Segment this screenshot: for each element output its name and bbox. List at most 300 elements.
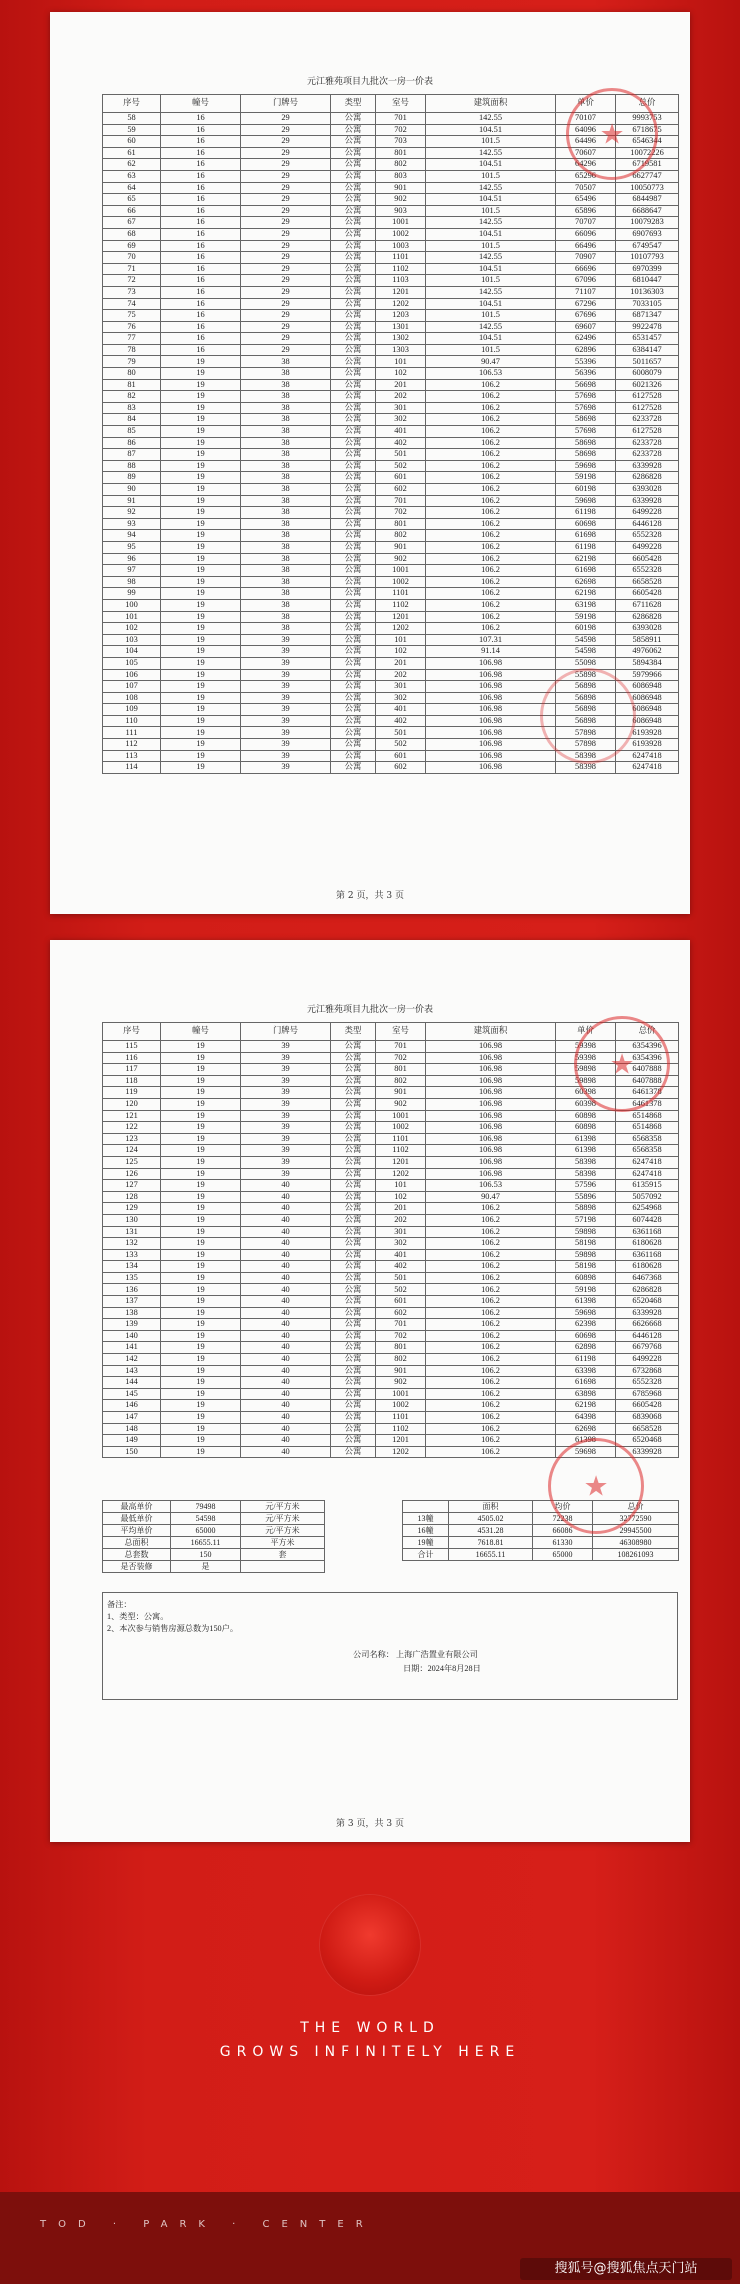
table-cell: 39 — [241, 762, 331, 774]
table-row — [103, 1191, 679, 1203]
table-cell: 6839068 — [616, 1412, 679, 1424]
table-cell: 601 — [376, 472, 426, 484]
table-cell: 74 — [103, 298, 161, 310]
table-cell: 5011657 — [616, 356, 679, 368]
table-cell: 106.2 — [426, 437, 556, 449]
table-cell: 145 — [103, 1388, 161, 1400]
table-cell: 84 — [103, 414, 161, 426]
table-row — [103, 623, 679, 635]
table-cell: 61398 — [556, 1145, 616, 1157]
table-cell: 113 — [103, 750, 161, 762]
table-cell: 公寓 — [331, 1284, 376, 1296]
table-cell: 16 — [161, 344, 241, 356]
remarks-box — [102, 1592, 678, 1700]
table-cell: 公寓 — [331, 530, 376, 542]
table-cell: 106.98 — [426, 727, 556, 739]
column-header: 门牌号 — [241, 1023, 331, 1041]
table-cell: 6810447 — [616, 275, 679, 287]
table-cell: 55396 — [556, 356, 616, 368]
table-cell: 19 — [161, 541, 241, 553]
table-cell: 101.5 — [426, 310, 556, 322]
table-cell: 136 — [103, 1284, 161, 1296]
table-cell: 公寓 — [331, 449, 376, 461]
table-cell: 19 — [161, 599, 241, 611]
table-cell: 803 — [376, 170, 426, 182]
table-cell: 38 — [241, 426, 331, 438]
table-cell: 29 — [241, 310, 331, 322]
table-row — [103, 681, 679, 693]
table-cell: 1101 — [376, 1133, 426, 1145]
table-cell: 56898 — [556, 715, 616, 727]
table-cell: 1102 — [376, 1145, 426, 1157]
table-cell: 106.2 — [426, 414, 556, 426]
table-cell: 106.2 — [426, 1354, 556, 1366]
table-cell: 106.2 — [426, 1377, 556, 1389]
table-cell: 公寓 — [331, 762, 376, 774]
table-cell: 公寓 — [331, 588, 376, 600]
summary-cell: 7618.81 — [449, 1537, 533, 1549]
table-cell: 6393028 — [616, 484, 679, 496]
summary-cell: 总价 — [593, 1501, 679, 1513]
table-cell: 85 — [103, 426, 161, 438]
table-cell: 16 — [161, 263, 241, 275]
table-cell: 99 — [103, 588, 161, 600]
table-row — [103, 518, 679, 530]
table-cell: 19 — [161, 646, 241, 658]
company-seal-stamp: ★ — [548, 1438, 644, 1534]
table-cell: 40 — [241, 1249, 331, 1261]
table-cell: 19 — [161, 1191, 241, 1203]
table-cell: 58398 — [556, 1168, 616, 1180]
table-row — [103, 344, 679, 356]
table-cell: 公寓 — [331, 1446, 376, 1458]
table-cell: 57898 — [556, 739, 616, 751]
table-row — [103, 484, 679, 496]
table-cell: 公寓 — [331, 576, 376, 588]
table-cell: 106.2 — [426, 1226, 556, 1238]
summary-cell: 108261093 — [593, 1549, 679, 1561]
table-cell: 公寓 — [331, 646, 376, 658]
table-cell: 40 — [241, 1412, 331, 1424]
table-cell: 301 — [376, 1226, 426, 1238]
table-cell: 402 — [376, 715, 426, 727]
table-cell: 公寓 — [331, 1122, 376, 1134]
table-cell: 公寓 — [331, 391, 376, 403]
table-cell: 公寓 — [331, 426, 376, 438]
table-cell: 6552328 — [616, 565, 679, 577]
table-row — [103, 333, 679, 345]
table-cell: 6247418 — [616, 1168, 679, 1180]
table-row — [103, 1203, 679, 1215]
table-cell: 62698 — [556, 1423, 616, 1435]
table-row — [103, 298, 679, 310]
table-cell: 67696 — [556, 310, 616, 322]
table-cell: 401 — [376, 704, 426, 716]
sign-date: 日期：2024年8月28日 — [403, 1664, 481, 1673]
table-cell: 19 — [161, 1354, 241, 1366]
table-cell: 901 — [376, 1365, 426, 1377]
table-cell: 6127528 — [616, 402, 679, 414]
table-cell: 39 — [241, 704, 331, 716]
table-row — [103, 646, 679, 658]
table-cell: 6514868 — [616, 1122, 679, 1134]
summary-row — [103, 1561, 325, 1573]
table-cell: 72 — [103, 275, 161, 287]
table-row — [103, 379, 679, 391]
table-cell: 6074428 — [616, 1214, 679, 1226]
table-cell: 150 — [103, 1446, 161, 1458]
table-cell: 54598 — [556, 634, 616, 646]
company-seal-stamp: ★ — [574, 1016, 670, 1112]
table-cell: 公寓 — [331, 507, 376, 519]
table-cell: 公寓 — [331, 333, 376, 345]
summary-row — [403, 1537, 679, 1549]
table-cell: 6233728 — [616, 437, 679, 449]
table-cell: 6626668 — [616, 1319, 679, 1331]
table-cell: 16 — [161, 147, 241, 159]
table-cell: 902 — [376, 1098, 426, 1110]
table-cell: 1201 — [376, 286, 426, 298]
table-cell: 57596 — [556, 1180, 616, 1192]
summary-cell: 4505.02 — [449, 1513, 533, 1525]
table-cell: 106.2 — [426, 1388, 556, 1400]
table-cell: 79 — [103, 356, 161, 368]
table-cell: 38 — [241, 449, 331, 461]
table-cell: 601 — [376, 1296, 426, 1308]
table-cell: 6627747 — [616, 170, 679, 182]
table-cell: 16 — [161, 240, 241, 252]
table-cell: 101.5 — [426, 205, 556, 217]
table-cell: 106.98 — [426, 715, 556, 727]
summary-cell: 平均单价 — [103, 1525, 171, 1537]
table-cell: 106.98 — [426, 1064, 556, 1076]
table-cell: 19 — [161, 1388, 241, 1400]
table-cell: 16 — [161, 310, 241, 322]
table-row — [103, 310, 679, 322]
table-cell: 6605428 — [616, 588, 679, 600]
table-cell: 公寓 — [331, 414, 376, 426]
table-cell: 19 — [161, 704, 241, 716]
table-cell: 6127528 — [616, 391, 679, 403]
table-cell: 6520468 — [616, 1296, 679, 1308]
table-cell: 1201 — [376, 1435, 426, 1447]
summary-cell: 元/平方米 — [241, 1513, 325, 1525]
table-cell: 1002 — [376, 1122, 426, 1134]
table-cell: 302 — [376, 1238, 426, 1250]
table-row — [103, 657, 679, 669]
table-row — [103, 739, 679, 751]
table-cell: 63898 — [556, 1388, 616, 1400]
table-cell: 58398 — [556, 750, 616, 762]
table-cell: 29 — [241, 205, 331, 217]
summary-cell: 平方米 — [241, 1537, 325, 1549]
table-cell: 19 — [161, 426, 241, 438]
table-cell: 1001 — [376, 1110, 426, 1122]
table-cell: 6719581 — [616, 159, 679, 171]
table-cell: 5894384 — [616, 657, 679, 669]
decorative-sun-circle — [320, 1895, 420, 1995]
table-cell: 6732868 — [616, 1365, 679, 1377]
table-cell: 6339928 — [616, 495, 679, 507]
summary-cell: 均价 — [533, 1501, 593, 1513]
table-cell: 16 — [161, 113, 241, 125]
table-cell: 公寓 — [331, 1261, 376, 1273]
table-cell: 公寓 — [331, 599, 376, 611]
table-cell: 106.98 — [426, 1052, 556, 1064]
table-cell: 19 — [161, 1319, 241, 1331]
table-cell: 63198 — [556, 599, 616, 611]
table-cell: 公寓 — [331, 1087, 376, 1099]
table-cell: 1001 — [376, 1388, 426, 1400]
table-cell: 106.98 — [426, 1133, 556, 1145]
table-row — [103, 1296, 679, 1308]
table-cell: 55898 — [556, 669, 616, 681]
table-cell: 59398 — [556, 1052, 616, 1064]
table-cell: 6446128 — [616, 518, 679, 530]
table-cell: 40 — [241, 1330, 331, 1342]
table-cell: 38 — [241, 495, 331, 507]
table-cell: 6393028 — [616, 623, 679, 635]
table-cell: 公寓 — [331, 402, 376, 414]
table-cell: 123 — [103, 1133, 161, 1145]
table-cell: 81 — [103, 379, 161, 391]
table-cell: 70 — [103, 252, 161, 264]
table-cell: 6871347 — [616, 310, 679, 322]
table-cell: 公寓 — [331, 715, 376, 727]
table-cell: 1202 — [376, 623, 426, 635]
table-cell: 1202 — [376, 1446, 426, 1458]
table-cell: 16 — [161, 124, 241, 136]
table-row — [103, 1319, 679, 1331]
table-cell: 公寓 — [331, 1365, 376, 1377]
table-cell: 公寓 — [331, 194, 376, 206]
table-cell: 139 — [103, 1319, 161, 1331]
table-cell: 10079283 — [616, 217, 679, 229]
table-cell: 106.2 — [426, 449, 556, 461]
table-cell: 61398 — [556, 1435, 616, 1447]
table-cell: 60198 — [556, 623, 616, 635]
table-row — [103, 1423, 679, 1435]
summary-cell: 总面积 — [103, 1537, 171, 1549]
table-cell: 公寓 — [331, 1238, 376, 1250]
table-cell: 135 — [103, 1272, 161, 1284]
table-cell: 40 — [241, 1214, 331, 1226]
table-row — [103, 762, 679, 774]
table-cell: 402 — [376, 1261, 426, 1273]
table-row — [103, 113, 679, 125]
table-cell: 40 — [241, 1284, 331, 1296]
table-cell: 6446128 — [616, 1330, 679, 1342]
table-cell: 138 — [103, 1307, 161, 1319]
table-cell: 58698 — [556, 437, 616, 449]
table-cell: 61398 — [556, 1296, 616, 1308]
table-cell: 16 — [161, 275, 241, 287]
document-title: 元江雅苑项目九批次一房一价表 — [306, 1005, 433, 1015]
table-cell: 7033105 — [616, 298, 679, 310]
table-cell: 40 — [241, 1354, 331, 1366]
summary-cell: 13幢 — [403, 1513, 449, 1525]
table-row — [103, 263, 679, 275]
table-cell: 88 — [103, 460, 161, 472]
column-header: 门牌号 — [241, 95, 331, 113]
company-name: 公司名称： 上海广浩置业有限公司 — [353, 1650, 478, 1659]
table-cell: 56898 — [556, 704, 616, 716]
column-header: 建筑面积 — [426, 1023, 556, 1041]
table-row — [103, 1307, 679, 1319]
table-cell: 57898 — [556, 727, 616, 739]
table-cell: 10072226 — [616, 147, 679, 159]
table-cell: 106.2 — [426, 379, 556, 391]
table-cell: 134 — [103, 1261, 161, 1273]
table-cell: 64496 — [556, 136, 616, 148]
table-cell: 106.2 — [426, 1238, 556, 1250]
table-cell: 128 — [103, 1191, 161, 1203]
table-cell: 公寓 — [331, 240, 376, 252]
table-cell: 1101 — [376, 252, 426, 264]
table-cell: 601 — [376, 750, 426, 762]
table-cell: 502 — [376, 1284, 426, 1296]
table-cell: 902 — [376, 194, 426, 206]
table-cell: 10107793 — [616, 252, 679, 264]
table-cell: 142.55 — [426, 217, 556, 229]
table-cell: 16 — [161, 286, 241, 298]
table-cell: 19 — [161, 1272, 241, 1284]
summary-row — [403, 1513, 679, 1525]
table-cell: 29 — [241, 194, 331, 206]
table-cell: 16 — [161, 217, 241, 229]
table-cell: 802 — [376, 1354, 426, 1366]
table-cell: 59398 — [556, 1041, 616, 1053]
table-cell: 60398 — [556, 1098, 616, 1110]
table-cell: 19 — [161, 634, 241, 646]
table-row — [103, 136, 679, 148]
table-cell: 57198 — [556, 1214, 616, 1226]
table-cell: 19 — [161, 1446, 241, 1458]
table-cell: 29 — [241, 321, 331, 333]
table-cell: 91 — [103, 495, 161, 507]
table-cell: 301 — [376, 681, 426, 693]
table-cell: 90.47 — [426, 1191, 556, 1203]
table-cell: 19 — [161, 356, 241, 368]
table-cell: 19 — [161, 1296, 241, 1308]
table-cell: 60 — [103, 136, 161, 148]
table-row — [103, 1156, 679, 1168]
table-cell: 公寓 — [331, 692, 376, 704]
table-cell: 106.98 — [426, 1145, 556, 1157]
table-cell: 87 — [103, 449, 161, 461]
table-cell: 19 — [161, 681, 241, 693]
table-cell: 62898 — [556, 1342, 616, 1354]
table-cell: 148 — [103, 1423, 161, 1435]
table-cell: 59898 — [556, 1249, 616, 1261]
table-cell: 6499228 — [616, 541, 679, 553]
summary-cell: 4531.28 — [449, 1525, 533, 1537]
table-cell: 62198 — [556, 588, 616, 600]
table-cell: 公寓 — [331, 298, 376, 310]
table-cell: 6127528 — [616, 426, 679, 438]
table-cell: 59198 — [556, 1284, 616, 1296]
table-cell: 6254968 — [616, 1203, 679, 1215]
table-row — [103, 1122, 679, 1134]
table-cell: 6605428 — [616, 1400, 679, 1412]
table-cell: 142.55 — [426, 252, 556, 264]
table-cell: 61698 — [556, 1377, 616, 1389]
table-cell: 141 — [103, 1342, 161, 1354]
summary-cell: 54598 — [171, 1513, 241, 1525]
table-cell: 106.98 — [426, 681, 556, 693]
table-cell: 1203 — [376, 310, 426, 322]
summary-row — [403, 1549, 679, 1561]
summary-cell: 16幢 — [403, 1525, 449, 1537]
table-cell: 121 — [103, 1110, 161, 1122]
table-cell: 6286828 — [616, 1284, 679, 1296]
table-cell: 71 — [103, 263, 161, 275]
column-header: 类型 — [331, 95, 376, 113]
table-cell: 60698 — [556, 1330, 616, 1342]
table-cell: 6461378 — [616, 1087, 679, 1099]
price-table — [102, 94, 679, 774]
table-cell: 19 — [161, 1412, 241, 1424]
table-cell: 63 — [103, 170, 161, 182]
table-cell: 公寓 — [331, 437, 376, 449]
summary-cell: 79498 — [171, 1501, 241, 1513]
table-cell: 公寓 — [331, 1180, 376, 1192]
table-cell: 70607 — [556, 147, 616, 159]
price-list-page-2 — [50, 12, 690, 914]
table-cell: 6970399 — [616, 263, 679, 275]
table-cell: 40 — [241, 1423, 331, 1435]
table-cell: 38 — [241, 368, 331, 380]
table-cell: 39 — [241, 715, 331, 727]
column-header: 总价 — [616, 95, 679, 113]
table-cell: 38 — [241, 460, 331, 472]
table-row — [103, 414, 679, 426]
table-cell: 公寓 — [331, 541, 376, 553]
table-cell: 106.2 — [426, 460, 556, 472]
table-cell: 92 — [103, 507, 161, 519]
table-cell: 201 — [376, 1203, 426, 1215]
table-cell: 142.55 — [426, 286, 556, 298]
table-cell: 901 — [376, 182, 426, 194]
column-header: 幢号 — [161, 1023, 241, 1041]
table-row — [103, 750, 679, 762]
table-cell: 109 — [103, 704, 161, 716]
table-cell: 公寓 — [331, 1075, 376, 1087]
table-cell: 9922478 — [616, 321, 679, 333]
table-cell: 73 — [103, 286, 161, 298]
table-cell: 101.5 — [426, 240, 556, 252]
table-cell: 1102 — [376, 599, 426, 611]
table-cell: 56898 — [556, 692, 616, 704]
table-cell: 67 — [103, 217, 161, 229]
table-cell: 6086948 — [616, 704, 679, 716]
table-cell: 16 — [161, 194, 241, 206]
table-cell: 38 — [241, 402, 331, 414]
table-cell: 106.2 — [426, 1365, 556, 1377]
remarks-title: 备注： — [107, 1600, 132, 1609]
summary-cell: 65000 — [533, 1549, 593, 1561]
table-row — [103, 1168, 679, 1180]
table-cell: 106.2 — [426, 1446, 556, 1458]
table-row — [103, 1145, 679, 1157]
table-cell: 61698 — [556, 530, 616, 542]
table-cell: 106.2 — [426, 1296, 556, 1308]
table-cell: 66096 — [556, 228, 616, 240]
table-cell: 19 — [161, 1226, 241, 1238]
table-cell: 102 — [376, 1191, 426, 1203]
table-cell: 64 — [103, 182, 161, 194]
table-cell: 401 — [376, 1249, 426, 1261]
